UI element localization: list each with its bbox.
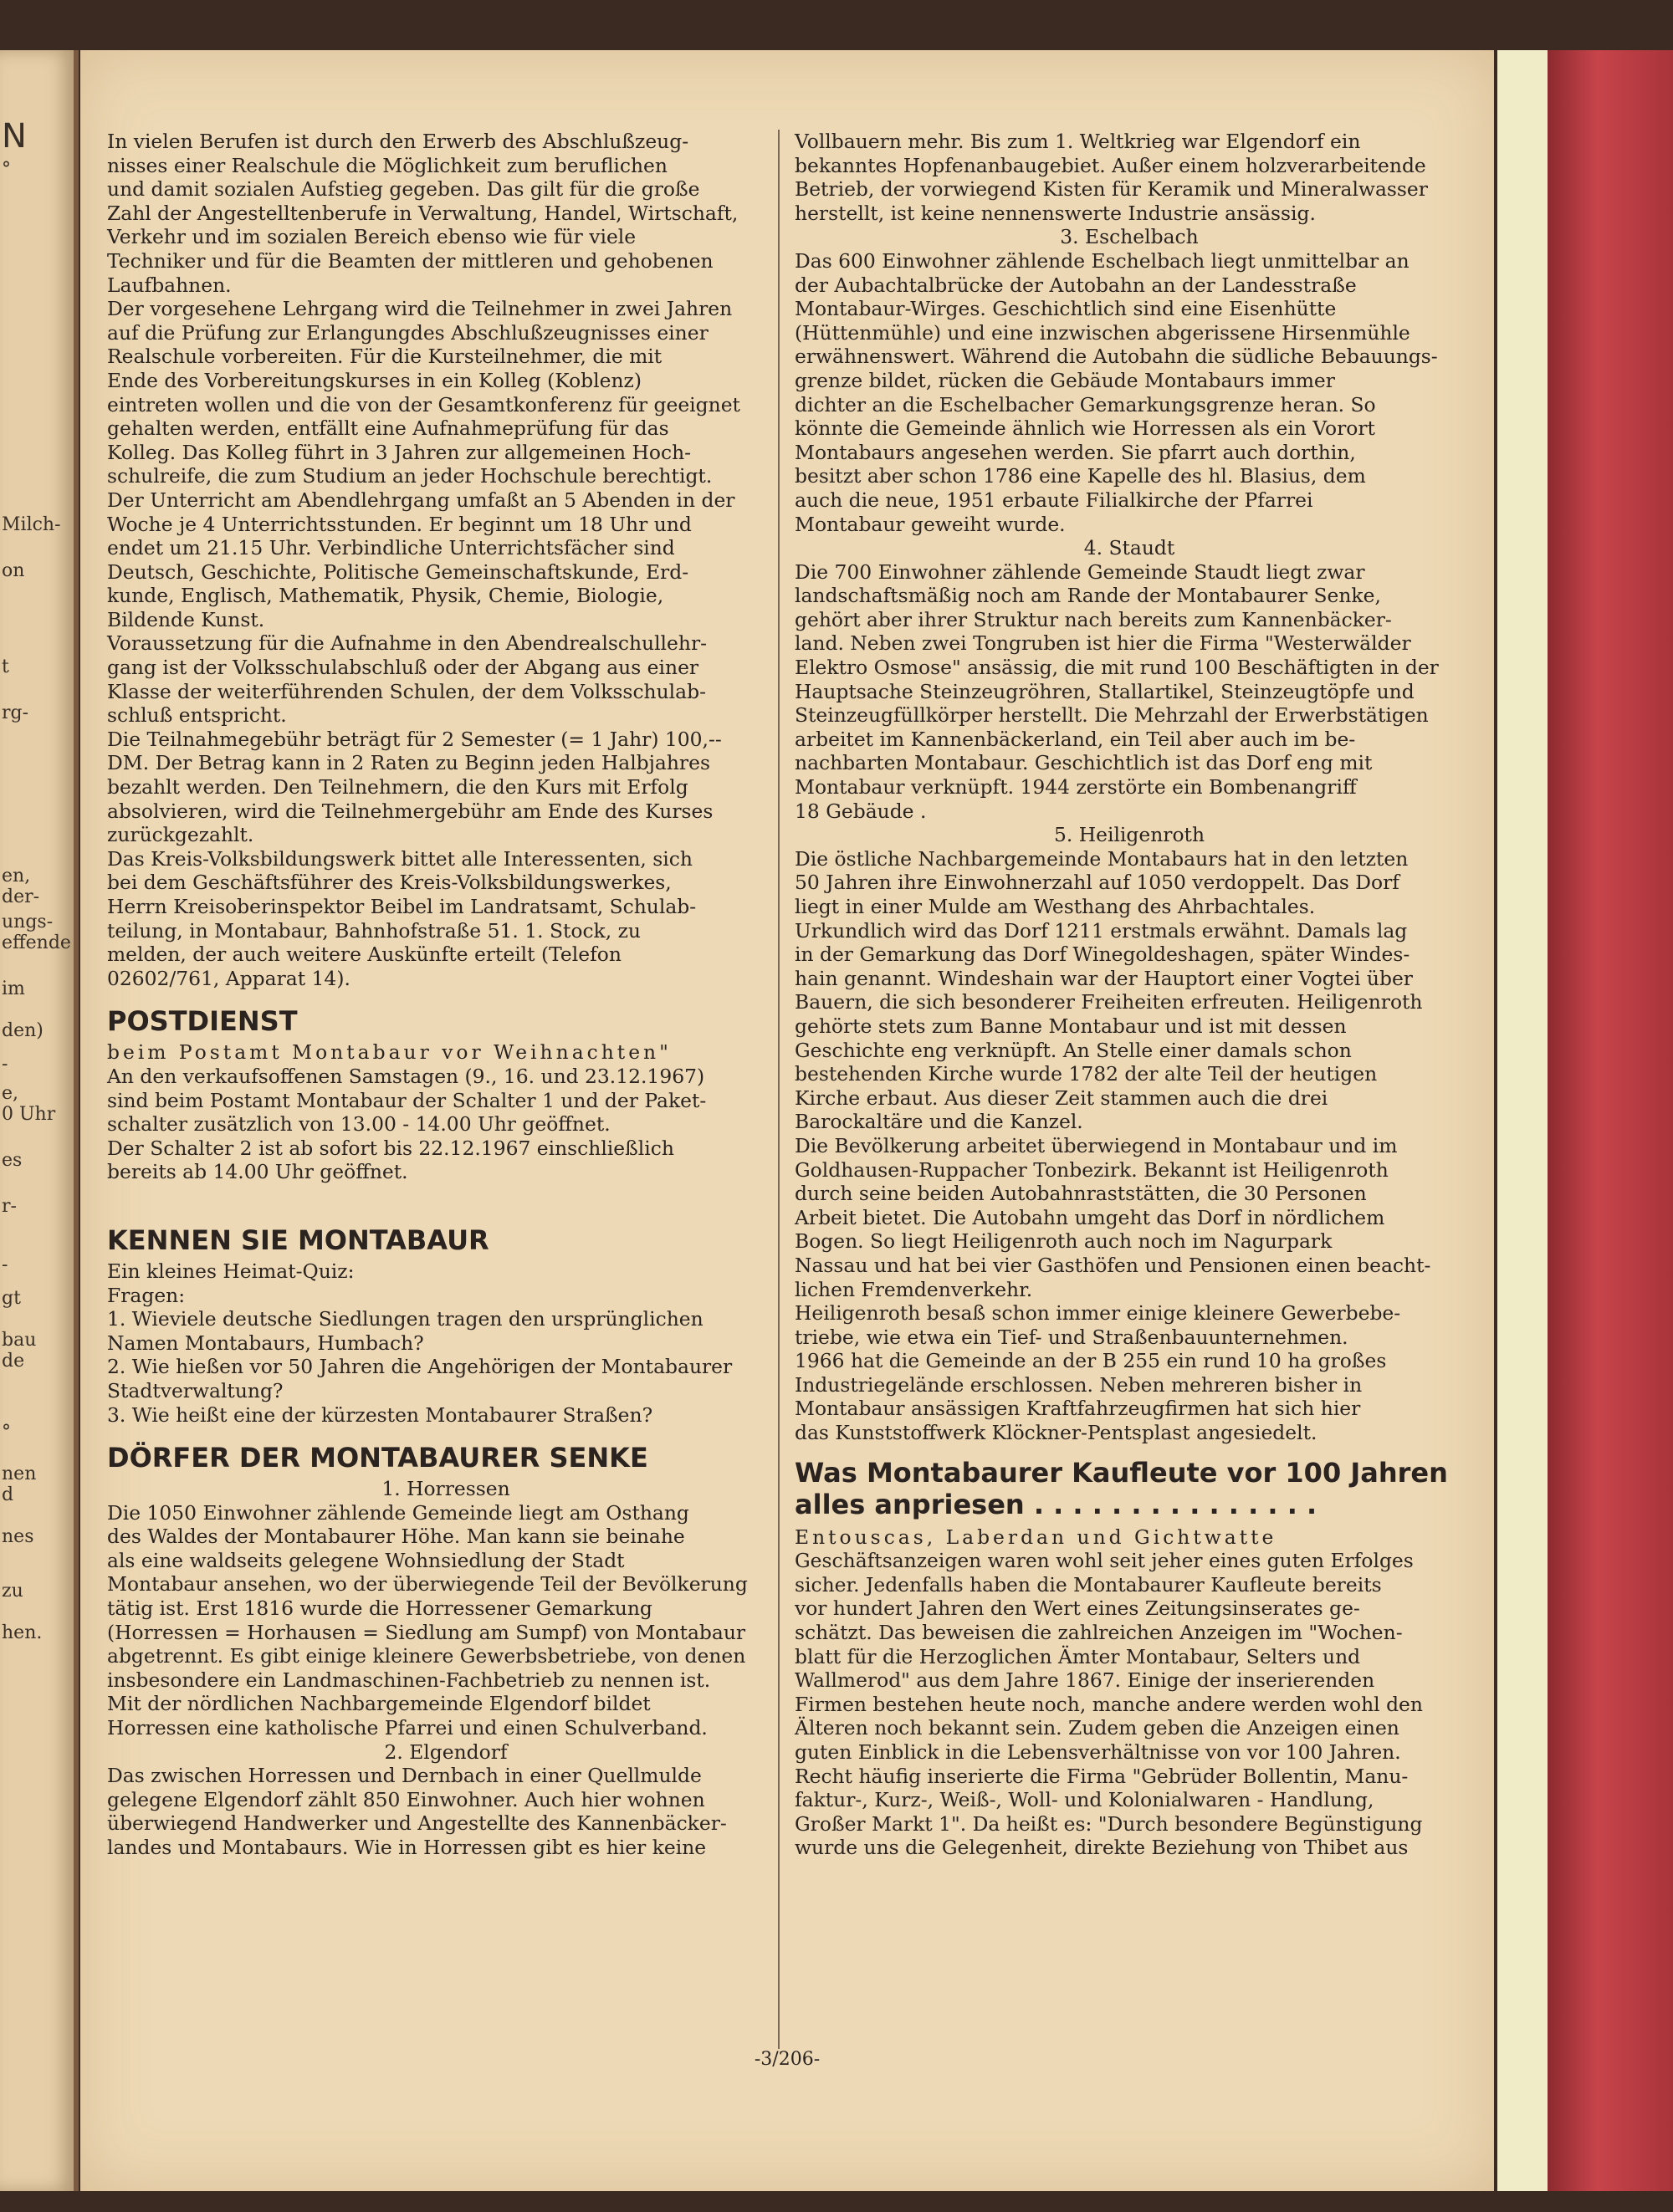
page-fragment: effende [2, 932, 71, 953]
paragraph [107, 1501, 785, 1740]
text-line: Elektro Osmose" ansässig, die mit rund 100 Beschäftigten in der [795, 656, 1439, 680]
page-fragment: de [2, 1351, 25, 1372]
paragraph [795, 1134, 1464, 1301]
text-line: Älteren noch bekannt sein. Zudem geben die Anzeigen einen [795, 1716, 1399, 1740]
text-line: 50 Jahren ihre Einwohnerzahl auf 1050 verdoppelt. Das Dorf [795, 871, 1399, 895]
text-line: Bogen. So liegt Heiligenroth auch noch im Nagurpark [795, 1229, 1333, 1254]
text-line: Heiligenroth besaß schon immer einige kleinere Gewerbebe- [795, 1301, 1401, 1326]
village-heading: 1. Horressen [381, 1477, 510, 1501]
text-line: nachbarten Montabaur. Geschichtlich ist das Dorf eng mit [795, 751, 1373, 775]
text-line: (Horressen = Horhausen = Siedlung am Sumpf) von Montabaur [107, 1620, 746, 1644]
text-line: Industriegelände erschlossen. Neben mehreren bisher in [795, 1372, 1363, 1397]
text-line: bereits ab 14.00 Uhr geöffnet. [107, 1160, 408, 1184]
text-line: schalter zusätzlich von 13.00 - 14.00 Uhr geöffnet. [107, 1112, 611, 1137]
page-fragment: 0 Uhr [2, 1104, 56, 1125]
paragraph [795, 1301, 1464, 1445]
text-line: bei dem Geschäftsführer des Kreis-Volksbildungswerkes, [107, 871, 672, 895]
paragraph [795, 847, 1464, 1134]
text-line: Die 700 Einwohner zählende Gemeinde Staudt liegt zwar [795, 559, 1365, 584]
page-fragment: zu [2, 1581, 23, 1602]
page-edge [1497, 50, 1548, 2191]
text-line: 18 Gebäude . [795, 799, 927, 823]
text-line: gehört aber ihrer Struktur nach bereits zum Kannenbäcker- [795, 607, 1392, 631]
page-fragment: der- [2, 886, 40, 907]
text-line: triebe, wie etwa ein Tief- und Straßenbauunternehmen. [795, 1325, 1348, 1349]
text-line: DM. Der Betrag kann in 2 Raten zu Beginn jeden Halbjahres [107, 751, 710, 775]
text-line: schulreife, die zum Studium an jeder Hochschule berechtigt. [107, 464, 713, 488]
subheading: Entouscas, Laberdan und Gichtwatte [795, 1525, 1277, 1549]
text-line: lichen Fremdenverkehr. [795, 1277, 1033, 1301]
text-line: bekanntes Hopfenanbaugebiet. Außer einem holzverarbeitende [795, 153, 1426, 177]
page-fragment: nes [2, 1526, 34, 1547]
text-line: bestehenden Kirche wurde 1782 der alte Teil der heutigen [795, 1062, 1378, 1086]
page-fragment: den) [2, 1020, 43, 1041]
page-fragment: hen. [2, 1622, 43, 1643]
page-fragment: en, [2, 866, 31, 886]
paragraph [107, 631, 785, 727]
paragraph [795, 1549, 1464, 1860]
text-line: Montabaurs angesehen werden. Sie pfarrt auch dorthin, [795, 440, 1356, 464]
text-line: Vollbauern mehr. Bis zum 1. Weltkrieg war Elgendorf ein [795, 130, 1361, 153]
book-binding [1548, 50, 1673, 2191]
text-line: Urkundlich wird das Dorf 1211 erstmals erwähnt. Damals lag [795, 918, 1408, 943]
text-line: Die 1050 Einwohner zählende Gemeinde liegt am Osthang [107, 1500, 689, 1525]
text-line: dichter an die Eschelbacher Gemarkungsgrenze heran. So [795, 392, 1376, 416]
text-line: Geschichte eng verknüpft. An Stelle einer damals schon [795, 1038, 1352, 1062]
text-line: landes und Montabaurs. Wie in Horressen gibt es hier keine [107, 1836, 707, 1859]
text-line: liegt in einer Mulde am Westhang des Ahrbachtales. [795, 895, 1316, 918]
paragraph [107, 130, 785, 297]
page-fragment: bau [2, 1330, 37, 1351]
text-line: Das Kreis-Volksbildungswerk bittet alle Interessenten, sich [107, 846, 693, 871]
text-line: Großer Markt 1". Da heißt es: "Durch besondere Begünstigung [795, 1811, 1423, 1836]
text-line: Arbeit bietet. Die Autobahn umgeht das Dorf in nördlichem [795, 1205, 1385, 1229]
text-line: teilung, in Montabaur, Bahnhofstraße 51. 1. Stock, zu [107, 918, 641, 943]
page-fragment: Milch- [2, 514, 61, 535]
text-line: das Kunststoffwerk Klöckner-Pentsplast angesiedelt. [795, 1421, 1317, 1445]
text-line: kunde, Englisch, Mathematik, Physik, Chemie, Biologie, [107, 584, 664, 608]
text-line: Woche je 4 Unterrichtsstunden. Er beginnt um 18 Uhr und [107, 512, 692, 536]
paragraph [107, 1259, 785, 1427]
page-fragment: d [2, 1484, 14, 1505]
text-line: 02602/761, Apparat 14). [107, 966, 350, 990]
text-line: Recht häufig inserierte die Firma "Gebrüder Bollentin, Manu- [795, 1764, 1409, 1788]
right-column [795, 130, 1464, 1860]
paragraph [107, 488, 785, 632]
text-line: In vielen Berufen ist durch den Erwerb des Abschlußzeug- [107, 130, 689, 153]
page-fragment: rg- [2, 702, 29, 723]
paragraph [107, 1065, 785, 1184]
text-line: und damit sozialen Aufstieg gegeben. Das gilt für die große [107, 177, 700, 202]
text-line: blatt für die Herzoglichen Ämter Montabaur, Selters und [795, 1644, 1361, 1668]
paragraph [107, 1764, 785, 1859]
text-line: Steinzeugfüllkörper herstellt. Die Mehrzahl der Erwerbstätigen [795, 703, 1429, 728]
paragraph [107, 847, 785, 991]
section-heading: DÖRFER DER MONTABAURER SENKE [107, 1442, 648, 1474]
text-line: 1966 hat die Gemeinde an der B 255 ein rund 10 ha großes [795, 1349, 1387, 1373]
text-line: An den verkaufsoffenen Samstagen (9., 16. und 23.12.1967) [107, 1064, 705, 1088]
village-heading: 3. Eschelbach [1060, 225, 1199, 249]
text-line: melden, der auch weitere Auskünfte erteilt (Telefon [107, 943, 622, 967]
paragraph [107, 297, 785, 488]
text-line: Kirche erbaut. Aus dieser Zeit stammen auch die drei [795, 1086, 1328, 1110]
headline-line: Was Montabaurer Kaufleute vor 100 Jahren [795, 1456, 1448, 1489]
section-heading: POSTDIENST [107, 1005, 298, 1038]
page-fragment: nen [2, 1464, 37, 1484]
text-line: Laufbahnen. [107, 273, 232, 297]
text-line: in der Gemarkung das Dorf Winegoldeshagen, später Windes- [795, 943, 1410, 967]
text-line: Der Schalter 2 ist ab sofort bis 22.12.1967 einschließlich [107, 1136, 674, 1160]
text-line: Hauptsache Steinzeugröhren, Stallartikel, Steinzeugtöpfe und [795, 679, 1415, 703]
text-line: Namen Montabaurs, Humbach? [107, 1331, 424, 1355]
text-line: Montabaur geweiht wurde. [795, 512, 1066, 536]
text-line: endet um 21.15 Uhr. Verbindliche Unterrichtsfächer sind [107, 536, 675, 560]
text-line: besitzt aber schon 1786 eine Kapelle des hl. Blasius, dem [795, 464, 1366, 488]
page-fragment: - [2, 1254, 8, 1275]
text-line: 3. Wie heißt eine der kürzesten Montabaurer Straßen? [107, 1402, 653, 1427]
page-fragment: gt [2, 1288, 21, 1309]
text-line: Stadtverwaltung? [107, 1378, 284, 1402]
text-line: absolvieren, wird die Teilnehmergebühr am Ende des Kurses [107, 799, 714, 823]
text-line: Bauern, die sich besonderer Freiheiten erfreuten. Heiligenroth [795, 990, 1423, 1014]
adjacent-page-strip [0, 50, 79, 2191]
text-line: Ein kleines Heimat-Quiz: [107, 1259, 355, 1283]
article-headline [795, 1457, 1464, 1520]
text-line: grenze bildet, rücken die Gebäude Montabaurs immer [795, 368, 1335, 392]
spacer [107, 1184, 785, 1209]
text-line: Der vorgesehene Lehrgang wird die Teilnehmer in zwei Jahren [107, 297, 733, 321]
page-fragment: e, [2, 1083, 19, 1104]
text-line: erwähnenswert. Während die Autobahn die südliche Bebauungs- [795, 345, 1438, 369]
text-line: sind beim Postamt Montabaur der Schalter 1 und der Paket- [107, 1088, 707, 1112]
text-line: Barockaltäre und die Kanzel. [795, 1110, 1083, 1134]
text-line: guten Einblick in die Lebensverhältnisse von vor 100 Jahren. [795, 1740, 1401, 1764]
text-line: landschaftsmäßig noch am Rande der Montabaurer Senke, [795, 584, 1381, 608]
text-line: arbeitet im Kannenbäckerland, ein Teil aber auch im be- [795, 727, 1356, 751]
text-line: Kolleg. Das Kolleg führt in 3 Jahren zur allgemeinen Hoch- [107, 440, 692, 464]
text-line: Nassau und hat bei vier Gasthöfen und Pensionen einen beacht- [795, 1253, 1431, 1277]
page-fragment: r- [2, 1196, 17, 1217]
text-line: 1. Wieviele deutsche Siedlungen tragen den ursprünglichen [107, 1307, 703, 1331]
text-line: hain genannt. Windeshain war der Hauptort einer Vogtei über [795, 966, 1413, 990]
text-line: bezahlt werden. Den Teilnehmern, die den Kurs mit Erfolg [107, 775, 688, 799]
text-line: Betrieb, der vorwiegend Kisten für Keramik und Mineralwasser [795, 177, 1428, 202]
text-line: Die Teilnahmegebühr beträgt für 2 Semester (= 1 Jahr) 100,-- [107, 727, 722, 751]
text-line: insbesondere ein Landmaschinen-Fachbetrieb zu nennen ist. [107, 1668, 711, 1692]
village-heading: 4. Staudt [1083, 536, 1175, 560]
text-line: Firmen bestehen heute noch, manche andere werden wohl den [795, 1692, 1423, 1716]
column-divider [778, 130, 780, 2049]
text-line: gelegene Elgendorf zählt 850 Einwohner. Auch hier wohnen [107, 1787, 705, 1811]
page-fragment: ° [2, 1422, 11, 1443]
text-line: des Waldes der Montabaurer Höhe. Man kann sie beinahe [107, 1525, 685, 1549]
section-heading: KENNEN SIE MONTABAUR [107, 1223, 489, 1256]
text-line: Fragen: [107, 1283, 186, 1307]
text-line: Techniker und für die Beamten der mittleren und gehobenen [107, 248, 714, 273]
text-line: gehörte stets zum Banne Montabaur und ist mit dessen [795, 1014, 1347, 1038]
text-line: Zahl der Angestelltenberufe in Verwaltung, Handel, Wirtschaft, [107, 201, 739, 225]
paragraph [795, 249, 1464, 536]
page-fragment: on [2, 560, 25, 581]
text-line: Horressen eine katholische Pfarrei und einen Schulverband. [107, 1716, 708, 1740]
text-line: Montabaur ansehen, wo der überwiegende Teil der Bevölkerung [107, 1572, 748, 1596]
text-line: herstellt, ist keine nennenswerte Industrie ansässig. [795, 201, 1316, 225]
text-line: wurde uns die Gelegenheit, direkte Beziehung von Thibet aus [795, 1836, 1409, 1860]
text-line: Der Unterricht am Abendlehrgang umfaßt an 5 Abenden in der [107, 488, 735, 512]
page-number: -3/206- [754, 2049, 821, 2070]
text-line: Die östliche Nachbargemeinde Montabaurs hat in den letzten [795, 846, 1409, 871]
text-line: gehalten werden, entfällt eine Aufnahmeprüfung für das [107, 416, 669, 441]
text-line: Wallmerod" aus dem Jahre 1867. Einige der inserierenden [795, 1668, 1375, 1693]
text-line: Voraussetzung für die Aufnahme in den Abendrealschullehr- [107, 631, 708, 656]
village-heading: 5. Heiligenroth [1053, 823, 1205, 847]
text-line: vor hundert Jahren den Wert eines Zeitungsinserates ge- [795, 1596, 1360, 1621]
text-line: Geschäftsanzeigen waren wohl seit jeher eines guten Erfolges [795, 1549, 1414, 1573]
page-fragment: es [2, 1150, 23, 1171]
text-line: Deutsch, Geschichte, Politische Gemeinschaftskunde, Erd- [107, 559, 689, 584]
document-page [80, 50, 1494, 2191]
paragraph [795, 560, 1464, 824]
page-fragment: ungs- [2, 912, 54, 932]
page-fragment: im [2, 978, 25, 999]
text-line: Montabaur ansässigen Kraftfahrzeugfirmen hat sich hier [795, 1397, 1361, 1421]
text-line: schätzt. Das beweisen die zahlreichen Anzeigen im "Wochen- [795, 1621, 1403, 1645]
paragraph [107, 728, 785, 847]
text-line: abgetrennt. Es gibt einige kleinere Gewerbsbetriebe, von denen [107, 1644, 746, 1668]
text-line: Verkehr und im sozialen Bereich ebenso wie für viele [107, 225, 637, 249]
text-line: faktur-, Kurz-, Weiß-, Woll- und Kolonialwaren - Handlung, [795, 1788, 1374, 1812]
text-line: auf die Prüfung zur Erlangungdes Abschlußzeugnisses einer [107, 320, 709, 345]
text-line: nisses einer Realschule die Möglichkeit zum beruflichen [107, 153, 668, 177]
text-line: Montabaur verknüpft. 1944 zerstörte ein Bombenangriff [795, 775, 1357, 799]
subheading: beim Postamt Montabaur vor Weihnachten" [107, 1040, 672, 1065]
text-line: als eine waldseits gelegene Wohnsiedlung der Stadt [107, 1548, 625, 1572]
text-line: Das zwischen Horressen und Dernbach in einer Quellmulde [107, 1764, 702, 1788]
text-line: gang ist der Volksschulabschluß oder der Abgang aus einer [107, 656, 699, 680]
text-line: Die Bevölkerung arbeitet überwiegend in Montabaur und im [795, 1133, 1398, 1157]
page-fragment: t [2, 656, 9, 677]
text-line: eintreten wollen und die von der Gesamtkonferenz für geeignet [107, 392, 740, 416]
text-line: könnte die Gemeinde ähnlich wie Horressen als ein Vorort [795, 416, 1375, 441]
text-line: auch die neue, 1951 erbaute Filialkirche der Pfarrei [795, 488, 1313, 512]
text-line: sicher. Jedenfalls haben die Montabaurer Kaufleute bereits [795, 1572, 1382, 1596]
text-line: durch seine beiden Autobahnraststätten, die 30 Personen [795, 1182, 1367, 1206]
text-line: überwiegend Handwerker und Angestellte des Kannenbäcker- [107, 1811, 727, 1836]
text-line: der Aubachtalbrücke der Autobahn an der Landesstraße [795, 273, 1357, 297]
page-fragment: - [2, 1054, 8, 1075]
text-line: Ende des Vorbereitungskurses in ein Kolleg (Koblenz) [107, 368, 642, 392]
village-heading: 2. Elgendorf [384, 1739, 508, 1764]
text-line: zurückgezahlt. [107, 823, 254, 847]
text-line: Goldhausen-Ruppacher Tonbezirk. Bekannt ist Heiligenroth [795, 1157, 1389, 1182]
text-line: (Hüttenmühle) und eine inzwischen abgerissene Hirsenmühle [795, 320, 1410, 345]
text-line: Klasse der weiterführenden Schulen, der dem Volksschulab- [107, 679, 706, 703]
paragraph [795, 130, 1464, 225]
text-line: tätig ist. Erst 1816 wurde die Horressener Gemarkung [107, 1596, 652, 1621]
text-line: Das 600 Einwohner zählende Eschelbach liegt unmittelbar an [795, 248, 1410, 273]
text-line: Mit der nördlichen Nachbargemeinde Elgendorf bildet [107, 1692, 651, 1716]
text-line: 2. Wie hießen vor 50 Jahren die Angehörigen der Montabaurer [107, 1355, 733, 1379]
left-column [107, 130, 785, 1860]
text-line: schluß entspricht. [107, 703, 287, 728]
text-line: Herrn Kreisoberinspektor Beibel im Landratsamt, Schulab- [107, 895, 697, 918]
text-line: land. Neben zwei Tongruben ist hier die Firma "Westerwälder [795, 631, 1411, 656]
text-line: Montabaur-Wirges. Geschichtlich sind eine Eisenhütte [795, 297, 1337, 321]
page-fragment: ° [2, 159, 11, 180]
text-line: Bildende Kunst. [107, 607, 265, 631]
headline-line: alles anpriesen . . . . . . . . . . . . . . . [795, 1488, 1317, 1520]
page-fragment: N [2, 117, 27, 156]
text-line: Realschule vorbereiten. Für die Kursteilnehmer, die mit [107, 345, 663, 369]
